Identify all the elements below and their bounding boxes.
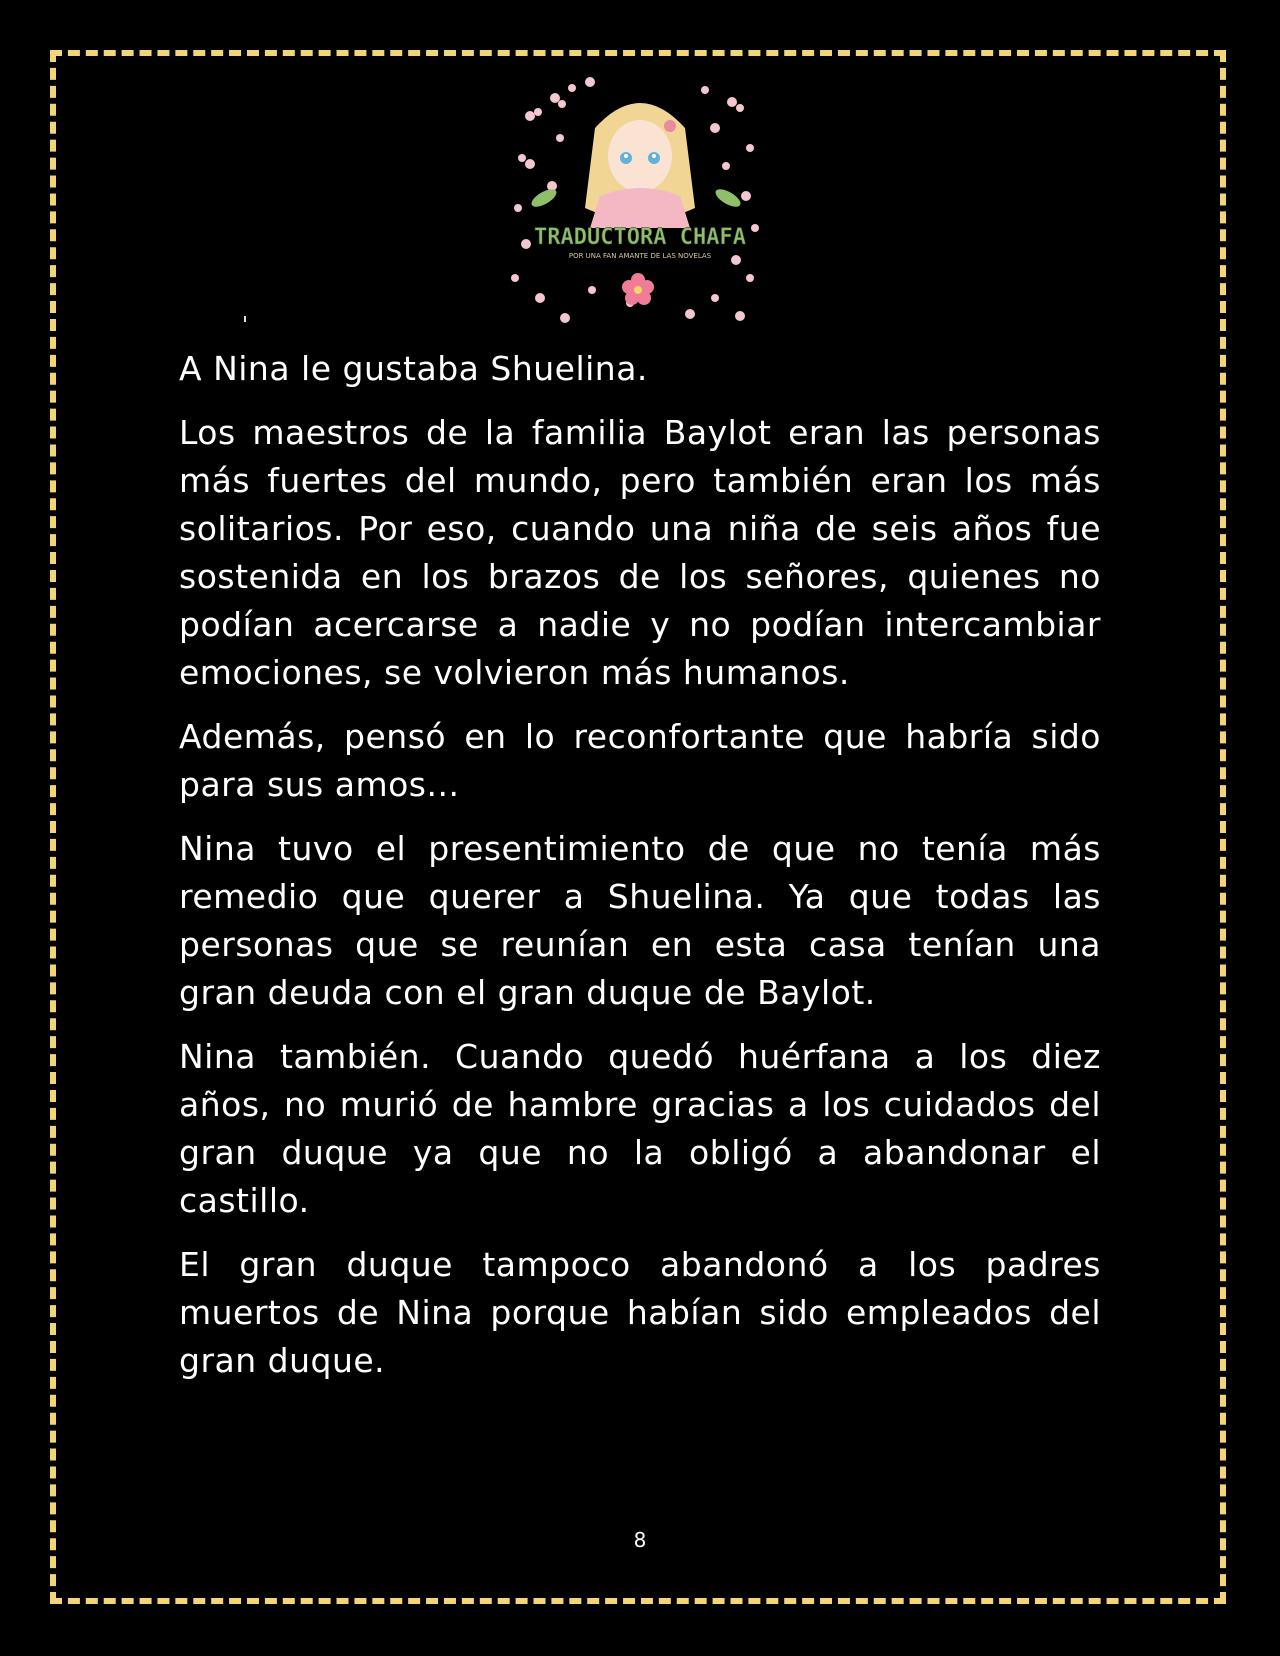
paragraph-1: A Nina le gustaba Shuelina. [179,349,648,388]
paragraph-5: Nina también. Cuando quedó huérfana a los diez años, no murió de hambre gracias a los cuidados del gran duque ya que no la obligó a abandonar el castillo. [179,1037,1101,1220]
paragraph-3: Además, pensó en lo reconfortante que habría sido para sus amos... [179,717,1101,804]
page-number: 8 [633,1528,647,1552]
logo-subtitle: POR UNA FAN AMANTE DE LAS NOVELAS [568,252,712,260]
stray-mark [244,316,246,322]
story-text [179,345,1101,1401]
paragraph-4: Nina tuvo el presentimiento de que no tenía más remedio que querer a Shuelina. Ya que todas las personas que se reunían en esta casa tenían una gran deuda con el gran duque de Baylot. [179,829,1101,1012]
logo-title: TRADUCTORA CHAFA [534,225,746,250]
paragraph-2: Los maestros de la familia Baylot eran las personas más fuertes del mundo, pero también eran los más solitarios. Por eso, cuando una niña de seis años fue sostenida en los brazos de los señores, quienes no podían acercarse a nadie y no podían intercambiar emociones, se volvieron más humanos. [179,413,1101,692]
paragraph-6: El gran duque tampoco abandonó a los padres muertos de Nina porque habían sido empleados del gran duque. [179,1245,1101,1380]
translator-logo [500,68,780,338]
